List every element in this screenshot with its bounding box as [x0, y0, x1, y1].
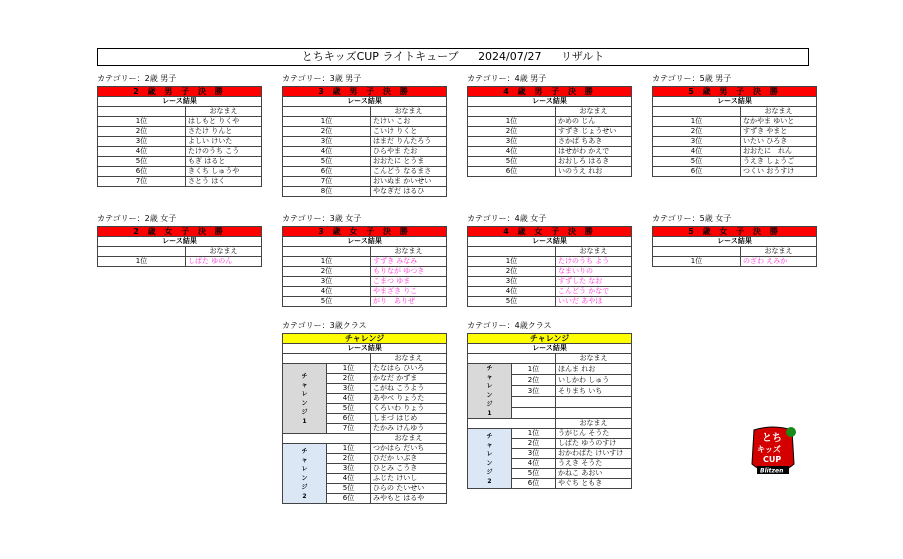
- name-cell: やぐち ともき: [556, 479, 632, 489]
- rank-cell: 1位: [327, 364, 371, 374]
- name-cell: たけのうち こう: [186, 147, 262, 157]
- rank-cell: 4位: [468, 147, 556, 157]
- name-cell: かなだ かずま: [371, 374, 447, 384]
- rank-cell: 1位: [653, 117, 741, 127]
- table-row: [468, 127, 632, 137]
- table-row: [98, 127, 262, 137]
- name-cell: ひとみ こうき: [371, 464, 447, 474]
- table-row: [283, 137, 447, 147]
- name-cell: たけのうち よう: [556, 257, 632, 267]
- category-label: カテゴリー：2歳 男子: [97, 74, 177, 83]
- name-header: おなまえ: [371, 247, 447, 257]
- rank-cell: 1位: [283, 117, 371, 127]
- result-table: [467, 226, 632, 307]
- table-row: [98, 157, 262, 167]
- name-cell: うがじん そうた: [556, 429, 632, 439]
- class-result-table: [467, 333, 632, 489]
- rank-cell: 3位: [98, 137, 186, 147]
- table-row: [468, 257, 632, 267]
- table-row: [98, 177, 262, 187]
- name-cell: もぎ はると: [186, 157, 262, 167]
- name-cell: [556, 408, 632, 419]
- name-header: おなまえ: [741, 247, 817, 257]
- rank-cell: 2位: [468, 127, 556, 137]
- rank-cell: 4位: [653, 147, 741, 157]
- name-cell: すずき やまと: [741, 127, 817, 137]
- final-heading: 5 歳 女 子 決 勝: [653, 227, 817, 237]
- table-row: [283, 257, 447, 267]
- name-cell: かねこ あおい: [556, 469, 632, 479]
- rank-cell: 3位: [512, 449, 556, 459]
- name-cell: やなぎだ はるひ: [371, 187, 447, 197]
- table-row: [98, 137, 262, 147]
- category-label: カテゴリー：5歳 女子: [652, 214, 732, 223]
- name-cell: みやもと はるや: [371, 494, 447, 504]
- table-row: [468, 267, 632, 277]
- rank-cell: 5位: [327, 404, 371, 414]
- result-table: [282, 226, 447, 307]
- table-row: [283, 364, 447, 374]
- table-row: [98, 167, 262, 177]
- rank-cell: 1位: [98, 117, 186, 127]
- category-label: カテゴリー：4歳クラス: [467, 321, 552, 330]
- final-heading: 3 歳 男 子 決 勝: [283, 87, 447, 97]
- name-cell: うえき しょうご: [741, 157, 817, 167]
- table-row: [653, 157, 817, 167]
- challenge-heading: チャレンジ: [468, 334, 632, 344]
- name-cell: ひらやま たお: [371, 147, 447, 157]
- name-cell: くろいわ りょう: [371, 404, 447, 414]
- race-result-label: レース結果: [468, 344, 632, 354]
- name-cell: なまいりの: [556, 267, 632, 277]
- name-cell: こんどう かなで: [556, 287, 632, 297]
- rank-cell: 4位: [468, 287, 556, 297]
- name-cell: すずき みなみ: [371, 257, 447, 267]
- result-label: リザルト: [560, 50, 605, 63]
- name-cell: いいだ あやほ: [556, 297, 632, 307]
- name-cell: きくち しゅうや: [186, 167, 262, 177]
- result-table: [282, 86, 447, 197]
- name-header: おなまえ: [371, 354, 447, 364]
- name-cell: いたい ひろき: [741, 137, 817, 147]
- table-row: [468, 157, 632, 167]
- rank-cell: 2位: [512, 439, 556, 449]
- result-table: [97, 86, 262, 187]
- name-header: おなまえ: [556, 107, 632, 117]
- rank-cell: 4位: [283, 147, 371, 157]
- table-row: [468, 137, 632, 147]
- rank-cell: 4位: [283, 287, 371, 297]
- category-label: カテゴリー：5歳 男子: [652, 74, 732, 83]
- name-header: おなまえ: [556, 419, 632, 429]
- rank-cell: 3位: [283, 137, 371, 147]
- race-result-label: レース結果: [283, 97, 447, 107]
- logo-text-2: キッズ: [757, 445, 781, 454]
- rank-cell: 6位: [283, 167, 371, 177]
- name-cell: つかはら だいち: [371, 444, 447, 454]
- race-result-label: レース結果: [653, 97, 817, 107]
- category-label: カテゴリー：3歳クラス: [282, 321, 367, 330]
- name-cell: のざわ えみか: [741, 257, 817, 267]
- rank-cell: 5位: [283, 297, 371, 307]
- final-heading: 3 歳 女 子 決 勝: [283, 227, 447, 237]
- name-cell: すずした なお: [556, 277, 632, 287]
- race-result-label: レース結果: [653, 237, 817, 247]
- name-cell: がり ありぜ: [371, 297, 447, 307]
- race-result-label: レース結果: [98, 97, 262, 107]
- rank-cell: 3位: [468, 277, 556, 287]
- page-title: [97, 48, 809, 66]
- name-cell: はしもと りくや: [186, 117, 262, 127]
- rank-cell: 2位: [283, 267, 371, 277]
- name-cell: ほんま れお: [556, 364, 632, 375]
- table-row: [468, 297, 632, 307]
- name-cell: はせがわ かえで: [556, 147, 632, 157]
- table-row: [283, 444, 447, 454]
- table-row: [283, 277, 447, 287]
- rank-cell: 2位: [512, 375, 556, 386]
- table-row: [283, 157, 447, 167]
- table-row: [283, 177, 447, 187]
- rank-cell: 3位: [327, 384, 371, 394]
- rank-cell: 5位: [283, 157, 371, 167]
- name-cell: たけい こお: [371, 117, 447, 127]
- event-date: 2024/07/27: [478, 50, 542, 63]
- name-cell: なかやま ゆいと: [741, 117, 817, 127]
- table-row: [98, 147, 262, 157]
- group-label: チ ャ レ ン ジ 1: [283, 364, 327, 434]
- name-cell: おかわばた けいすけ: [556, 449, 632, 459]
- event-name: とちキッズCUP ライトキューブ: [301, 50, 459, 63]
- rank-cell: 5位: [98, 157, 186, 167]
- category-label: カテゴリー：4歳 女子: [467, 214, 547, 223]
- result-table: [467, 86, 632, 177]
- table-row: [468, 147, 632, 157]
- category-label: カテゴリー：3歳 男子: [282, 74, 362, 83]
- name-cell: ひらの たいせい: [371, 484, 447, 494]
- name-cell: たかみ けんゆう: [371, 424, 447, 434]
- final-heading: 5 歳 男 子 決 勝: [653, 87, 817, 97]
- category-label: カテゴリー：2歳 女子: [97, 214, 177, 223]
- rank-cell: 6位: [468, 167, 556, 177]
- rank-cell: 5位: [468, 157, 556, 167]
- rank-cell: 2位: [327, 374, 371, 384]
- group-label: チ ャ レ ン ジ 2: [468, 429, 512, 489]
- name-cell: しばた ゆうのすけ: [556, 439, 632, 449]
- race-result-label: レース結果: [283, 237, 447, 247]
- table-row: [283, 287, 447, 297]
- rank-cell: 1位: [327, 444, 371, 454]
- logo-text-3: CUP: [763, 455, 782, 464]
- rank-cell: 1位: [512, 364, 556, 375]
- rank-cell: 7位: [98, 177, 186, 187]
- table-row: [98, 117, 262, 127]
- name-header: おなまえ: [371, 107, 447, 117]
- race-result-label: レース結果: [468, 237, 632, 247]
- name-cell: たなはら ひいろ: [371, 364, 447, 374]
- final-heading: 4 歳 女 子 決 勝: [468, 227, 632, 237]
- name-cell: もりなが ゆつき: [371, 267, 447, 277]
- rank-cell: 2位: [653, 127, 741, 137]
- rank-cell: 6位: [653, 167, 741, 177]
- table-row: [468, 117, 632, 127]
- name-cell: うえき そうた: [556, 459, 632, 469]
- rank-cell: 7位: [283, 177, 371, 187]
- name-header: おなまえ: [186, 107, 262, 117]
- rank-cell: 5位: [512, 469, 556, 479]
- name-cell: そりまち いち: [556, 386, 632, 397]
- table-row: [653, 127, 817, 137]
- name-cell: いしかわ しゅう: [556, 375, 632, 386]
- name-cell: こんどう なるまさ: [371, 167, 447, 177]
- rank-cell: 1位: [98, 257, 186, 267]
- final-heading: 4 歳 男 子 決 勝: [468, 87, 632, 97]
- rank-cell: 2位: [283, 127, 371, 137]
- name-cell: おおしろ はるき: [556, 157, 632, 167]
- name-cell: [556, 397, 632, 408]
- name-cell: さかば ちあき: [556, 137, 632, 147]
- table-row: [468, 277, 632, 287]
- result-table: [652, 86, 817, 177]
- name-cell: こまつ ゆま: [371, 277, 447, 287]
- table-row: [653, 167, 817, 177]
- rank-cell: 6位: [327, 414, 371, 424]
- logo-brand: Blitzen: [760, 467, 784, 475]
- rank-cell: 5位: [653, 157, 741, 167]
- table-row: [468, 364, 632, 375]
- name-header: おなまえ: [556, 354, 632, 364]
- rank-cell: 4位: [98, 147, 186, 157]
- rank-cell: 5位: [327, 484, 371, 494]
- rank-cell: 1位: [653, 257, 741, 267]
- rank-cell: 1位: [468, 117, 556, 127]
- name-cell: あやべ りょうた: [371, 394, 447, 404]
- table-row: [98, 257, 262, 267]
- final-heading: 2 歳 女 子 決 勝: [98, 227, 262, 237]
- race-result-label: レース結果: [98, 237, 262, 247]
- rank-cell: 5位: [468, 297, 556, 307]
- name-cell: ひだか いぶき: [371, 454, 447, 464]
- tochi-kids-cup-logo: [748, 424, 798, 480]
- rank-cell: [512, 408, 556, 419]
- table-row: [468, 167, 632, 177]
- rank-cell: 4位: [512, 459, 556, 469]
- group-label: チ ャ レ ン ジ 2: [283, 444, 327, 504]
- rank-cell: 2位: [468, 267, 556, 277]
- name-cell: おおたに とうま: [371, 157, 447, 167]
- name-cell: やまざき りこ: [371, 287, 447, 297]
- rank-cell: 3位: [512, 386, 556, 397]
- challenge-heading: チャレンジ: [283, 334, 447, 344]
- table-row: [468, 429, 632, 439]
- rank-cell: 8位: [283, 187, 371, 197]
- table-row: [283, 117, 447, 127]
- rank-cell: 2位: [98, 127, 186, 137]
- race-result-label: レース結果: [283, 344, 447, 354]
- name-header: おなまえ: [556, 247, 632, 257]
- rank-cell: [512, 397, 556, 408]
- rank-cell: 3位: [653, 137, 741, 147]
- name-cell: こいけ りくと: [371, 127, 447, 137]
- table-row: [653, 147, 817, 157]
- rank-cell: 3位: [468, 137, 556, 147]
- rank-cell: 3位: [283, 277, 371, 287]
- name-cell: はまだ りんたろう: [371, 137, 447, 147]
- category-label: カテゴリー：4歳 男子: [467, 74, 547, 83]
- table-row: [283, 187, 447, 197]
- name-header: おなまえ: [371, 434, 447, 444]
- group-label: チ ャ レ ン ジ 1: [468, 364, 512, 419]
- name-cell: さたけ りんと: [186, 127, 262, 137]
- table-row: [653, 257, 817, 267]
- table-row: [283, 267, 447, 277]
- name-cell: いのうえ れお: [556, 167, 632, 177]
- rank-cell: 1位: [512, 429, 556, 439]
- name-cell: ふじた けいし: [371, 474, 447, 484]
- table-row: [653, 137, 817, 147]
- rank-cell: 7位: [327, 424, 371, 434]
- name-cell: こがね こうよう: [371, 384, 447, 394]
- name-cell: おいぬま かいせい: [371, 177, 447, 187]
- rank-cell: 3位: [327, 464, 371, 474]
- category-label: カテゴリー：3歳 女子: [282, 214, 362, 223]
- race-result-label: レース結果: [468, 97, 632, 107]
- table-row: [283, 167, 447, 177]
- name-cell: しまづ はじめ: [371, 414, 447, 424]
- table-row: [283, 297, 447, 307]
- result-table: [652, 226, 817, 267]
- name-cell: かめの じん: [556, 117, 632, 127]
- table-row: [283, 127, 447, 137]
- table-row: [653, 117, 817, 127]
- name-cell: すずき じょうせい: [556, 127, 632, 137]
- table-row: [468, 287, 632, 297]
- rank-cell: 4位: [327, 474, 371, 484]
- rank-cell: 6位: [98, 167, 186, 177]
- rank-cell: 4位: [327, 394, 371, 404]
- final-heading: 2 歳 男 子 決 勝: [98, 87, 262, 97]
- name-cell: さとう はく: [186, 177, 262, 187]
- name-header: おなまえ: [741, 107, 817, 117]
- name-cell: よしい けいた: [186, 137, 262, 147]
- rank-cell: 2位: [327, 454, 371, 464]
- rank-cell: 1位: [283, 257, 371, 267]
- name-header: おなまえ: [186, 247, 262, 257]
- rank-cell: 1位: [468, 257, 556, 267]
- class-result-table: [282, 333, 447, 504]
- rank-cell: 6位: [512, 479, 556, 489]
- logo-text-1: とち: [762, 433, 782, 444]
- table-row: [283, 147, 447, 157]
- result-table: [97, 226, 262, 267]
- name-cell: おおたに れん: [741, 147, 817, 157]
- name-cell: つくい おうすけ: [741, 167, 817, 177]
- rank-cell: 6位: [327, 494, 371, 504]
- name-cell: しばた ゆのん: [186, 257, 262, 267]
